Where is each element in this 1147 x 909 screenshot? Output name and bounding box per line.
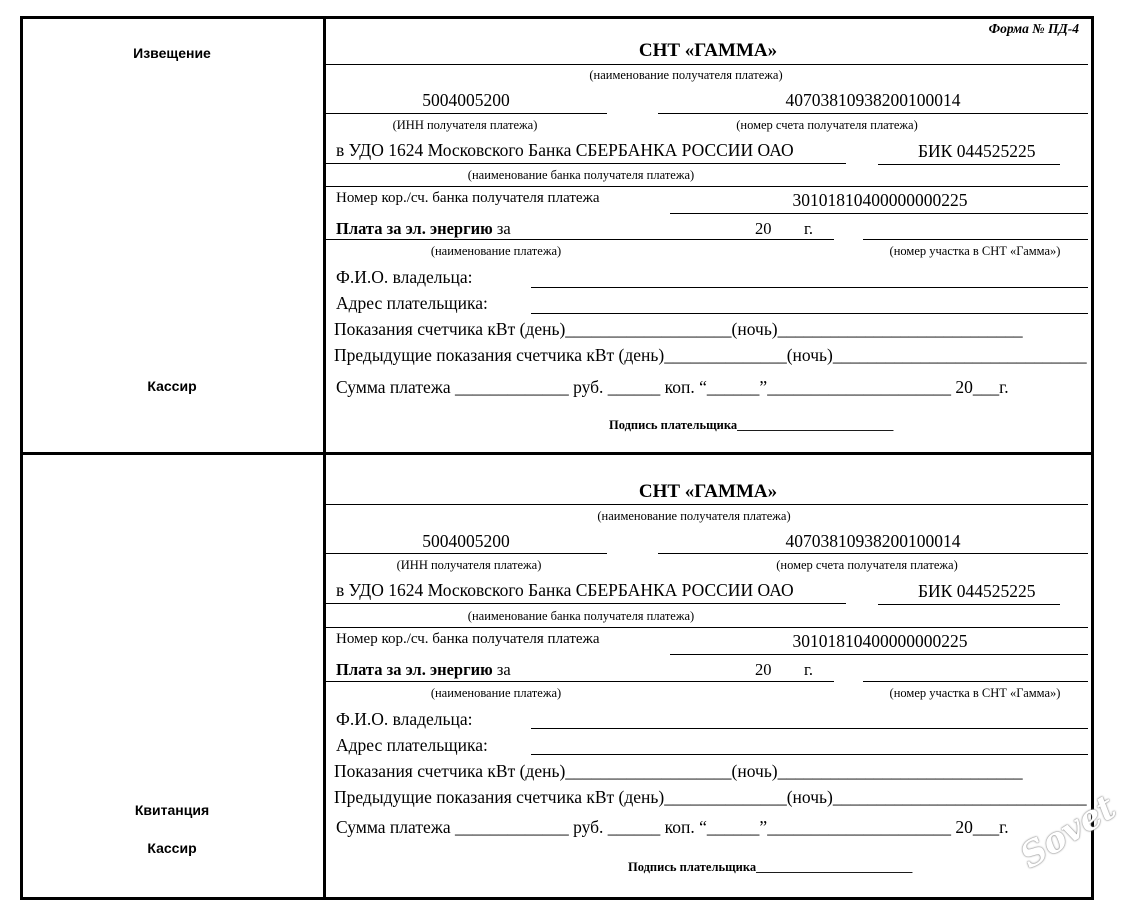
- notice-payment-row: [336, 219, 511, 239]
- notice-recipient-caption: (наименование получателя платежа): [589, 68, 783, 82]
- receipt-left-panel: [20, 452, 326, 900]
- notice-bank-line: [326, 163, 846, 164]
- receipt-prev-meter-line: Предыдущие показания счетчика кВт (день)______________(ночь)_____________________________: [334, 787, 1087, 807]
- receipt-side-label: Квитанция: [134, 802, 210, 818]
- receipt-owner-label: Ф.И.О. владельца:: [336, 709, 473, 729]
- receipt-plot-line: [863, 681, 1088, 682]
- notice-payment-label: Плата за эл. энергию: [336, 219, 493, 238]
- receipt-bank-row-line: [326, 627, 1088, 628]
- notice-owner-label: Ф.И.О. владельца:: [336, 267, 473, 287]
- receipt-account-line: [658, 553, 1088, 554]
- notice-inn: 5004005200: [422, 90, 510, 110]
- notice-bik-line: [878, 164, 1060, 165]
- receipt-meter-line: Показания счетчика кВт (день)___________________(ночь)____________________________: [334, 761, 1023, 781]
- notice-address-label: Адрес плательщика:: [336, 293, 488, 313]
- receipt-recipient-line: [326, 504, 1088, 505]
- receipt-inn: 5004005200: [422, 531, 510, 551]
- receipt-bik: БИК 044525225: [918, 581, 1036, 601]
- receipt-inn-caption: (ИНН получателя платежа): [396, 558, 542, 572]
- receipt-corr-account: 30101810400000000225: [792, 631, 968, 651]
- form-number: Форма № ПД-4: [988, 21, 1079, 36]
- notice-side-label: Извещение: [133, 45, 211, 61]
- receipt-corr-line: [670, 654, 1088, 655]
- notice-year-prefix: 20: [755, 219, 772, 238]
- notice-account: 40703810938200100014: [785, 90, 961, 110]
- notice-bank-row-line: [326, 186, 1088, 187]
- receipt-bank-line: [326, 603, 846, 604]
- notice-signature: Подпись плательщика_________________________: [609, 418, 894, 432]
- receipt-sum-line: Сумма платежа _____________ руб. ______ коп. “______”_____________________ 20___г.: [336, 817, 1009, 837]
- receipt-owner-line: [531, 728, 1088, 729]
- notice-cashier-label: Кассир: [147, 378, 197, 394]
- receipt-corr-label: Номер кор./сч. банка получателя платежа: [336, 631, 600, 647]
- notice-inn-caption: (ИНН получателя платежа): [392, 118, 538, 132]
- receipt-payment-label: Плата за эл. энергию: [336, 660, 493, 679]
- notice-corr-account: 30101810400000000225: [792, 190, 968, 210]
- receipt-bank-name: в УДО 1624 Московского Банка СБЕРБАНКА РОССИИ ОАО: [336, 580, 794, 600]
- notice-year-suffix: г.: [804, 219, 814, 238]
- receipt-recipient-caption: (наименование получателя платежа): [597, 509, 791, 523]
- notice-owner-line: [531, 287, 1088, 288]
- notice-bik: БИК 044525225: [918, 141, 1036, 161]
- notice-payment-line: [326, 239, 834, 240]
- receipt-bik-line: [878, 604, 1060, 605]
- receipt-year-suffix: г.: [804, 660, 814, 679]
- notice-bank-caption: (наименование банка получателя платежа): [467, 168, 695, 182]
- receipt-payment-for: за: [496, 660, 511, 679]
- notice-plot-line: [863, 239, 1088, 240]
- receipt-inn-line: [326, 553, 607, 554]
- receipt-account: 40703810938200100014: [785, 531, 961, 551]
- notice-meter-line: Показания счетчика кВт (день)___________________(ночь)____________________________: [334, 319, 1023, 339]
- notice-bank-name: в УДО 1624 Московского Банка СБЕРБАНКА РОССИИ ОАО: [336, 140, 794, 160]
- notice-corr-label: Номер кор./сч. банка получателя платежа: [336, 190, 600, 206]
- notice-payment-for: за: [496, 219, 511, 238]
- receipt-year-prefix: 20: [755, 660, 772, 679]
- receipt-plot-caption: (номер участка в СНТ «Гамма»): [889, 686, 1061, 700]
- notice-inn-line: [326, 113, 607, 114]
- watermark-text: Sovet: [1013, 787, 1124, 877]
- receipt-cashier-label: Кассир: [147, 840, 197, 856]
- receipt-payment-caption: (наименование платежа): [430, 686, 562, 700]
- receipt-payment-line: [326, 681, 834, 682]
- notice-recipient-line: [326, 64, 1088, 65]
- notice-address-line: [531, 313, 1088, 314]
- notice-payment-caption: (наименование платежа): [430, 244, 562, 258]
- receipt-payment-row: [336, 660, 511, 680]
- receipt-address-label: Адрес плательщика:: [336, 735, 488, 755]
- receipt-account-caption: (номер счета получателя платежа): [776, 558, 958, 572]
- notice-account-caption: (номер счета получателя платежа): [736, 118, 918, 132]
- receipt-address-line: [531, 754, 1088, 755]
- receipt-bank-caption: (наименование банка получателя платежа): [467, 609, 695, 623]
- notice-account-line: [658, 113, 1088, 114]
- notice-sum-line: Сумма платежа _____________ руб. ______ коп. “______”_____________________ 20___г.: [336, 377, 1009, 397]
- receipt-recipient-name: СНТ «ГАММА»: [638, 481, 778, 502]
- receipt-signature: Подпись плательщика_________________________: [628, 860, 913, 874]
- notice-prev-meter-line: Предыдущие показания счетчика кВт (день)______________(ночь)_____________________________: [334, 345, 1087, 365]
- notice-recipient-name: СНТ «ГАММА»: [638, 40, 778, 61]
- notice-plot-caption: (номер участка в СНТ «Гамма»): [889, 244, 1061, 258]
- notice-corr-line: [670, 213, 1088, 214]
